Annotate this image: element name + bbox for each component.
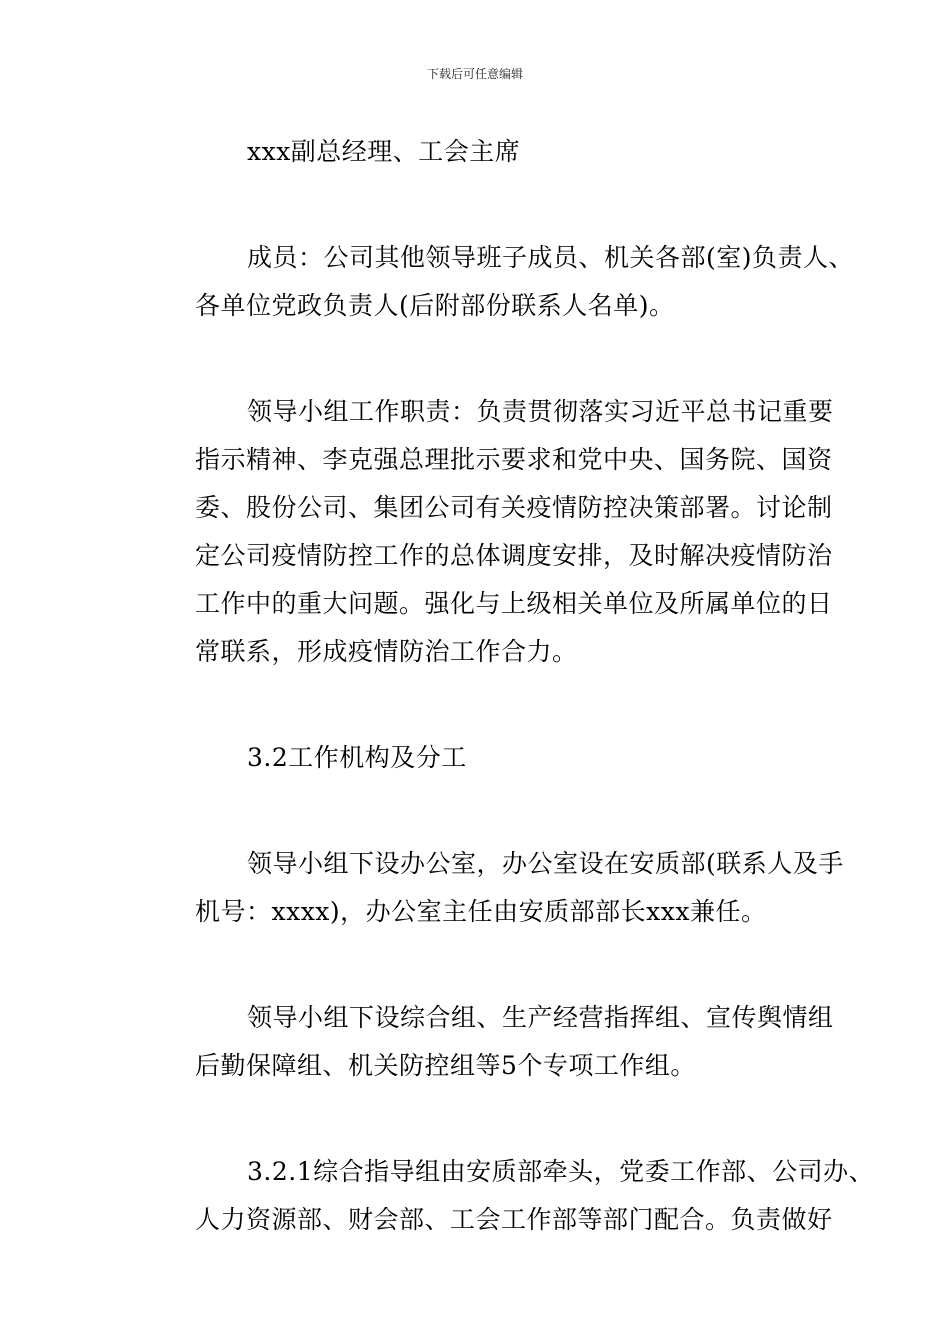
paragraph-groups <box>145 994 835 1090</box>
document-body <box>145 128 875 1244</box>
text-line: 定公司疫情防控工作的总体调度安排，及时解决疫情防治 <box>195 541 833 570</box>
text-line: 3.2工作机构及分工 <box>247 743 467 772</box>
paragraph-members <box>145 234 855 330</box>
text-line: xxx副总经理、工会主席 <box>247 137 521 166</box>
text-line: 3.2.1综合指导组由安质部牵头，党委工作部、公司办、 <box>247 1157 875 1186</box>
paragraph-gap <box>145 330 835 388</box>
text-line: 指示精神、李克强总理批示要求和党中央、国务院、国资 <box>195 445 833 474</box>
text-line: 领导小组下设综合组、生产经营指挥组、宣传舆情组 <box>247 1003 834 1032</box>
text-line: 人力资源部、财会部、工会工作部等部门配合。负责做好 <box>195 1205 833 1234</box>
paragraph-gap <box>145 782 835 840</box>
paragraph-gap <box>145 1090 835 1148</box>
paragraph-3-2-1 <box>145 1148 875 1244</box>
text-line: 后勤保障组、机关防控组等5个专项工作组。 <box>195 1051 696 1080</box>
text-line: 领导小组工作职责：负责贯彻落实习近平总书记重要 <box>247 397 834 426</box>
text-line: 成员：公司其他领导班子成员、机关各部(室)负责人、 <box>247 243 855 272</box>
text-line: 委、股份公司、集团公司有关疫情防控决策部署。讨论制 <box>195 493 833 522</box>
text-line: 各单位党政负责人(后附部份联系人名单)。 <box>195 291 675 320</box>
paragraph-gap <box>145 676 835 734</box>
section-heading-3-2 <box>145 734 835 782</box>
paragraph-deputy <box>145 128 835 176</box>
text-line: 机号：xxxx)，办公室主任由安质部部长xxx兼任。 <box>195 897 767 926</box>
page-header: 下载后可任意编辑 <box>426 67 523 81</box>
text-line: 工作中的重大问题。强化与上级相关单位及所属单位的日 <box>195 589 833 618</box>
paragraph-office <box>145 840 844 936</box>
paragraph-gap <box>145 936 835 994</box>
text-line: 常联系，形成疫情防治工作合力。 <box>195 637 578 666</box>
paragraph-gap <box>145 176 835 234</box>
text-line: 领导小组下设办公室，办公室设在安质部(联系人及手 <box>247 849 844 878</box>
paragraph-duties <box>145 388 835 676</box>
